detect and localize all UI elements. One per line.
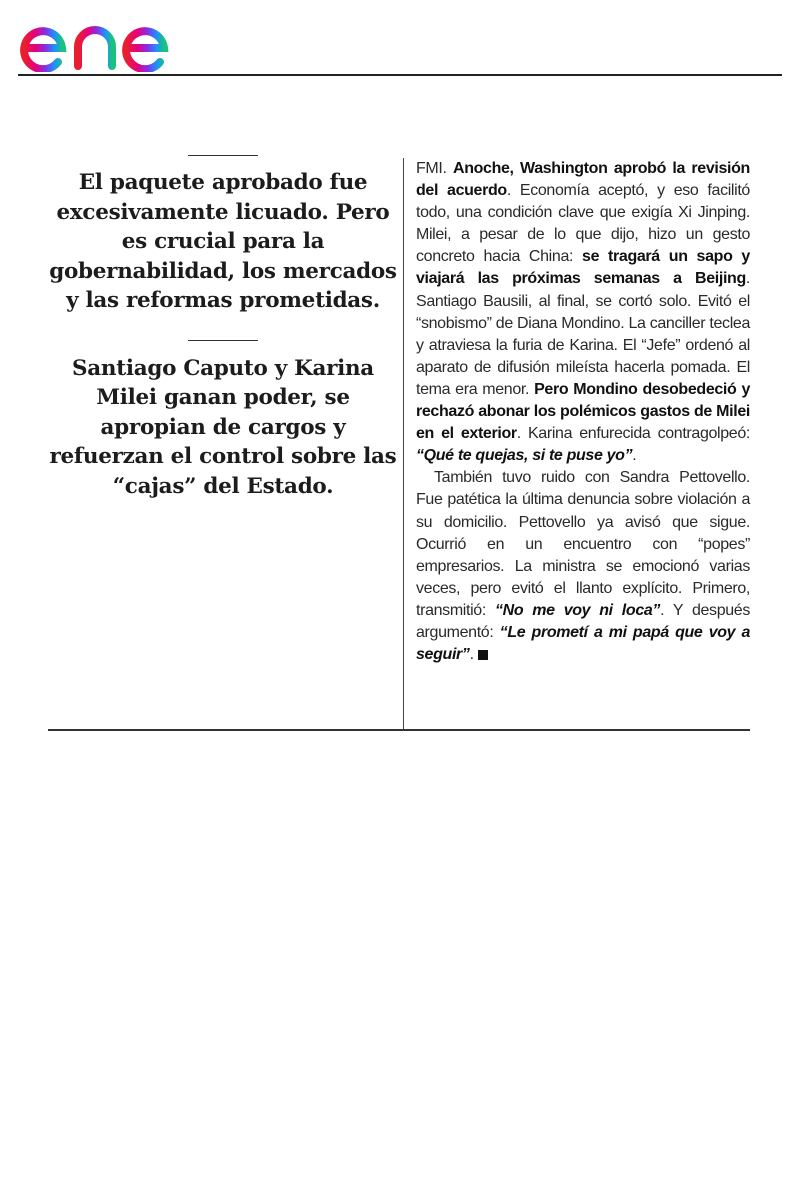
header-divider	[18, 74, 782, 76]
pullquotes-column	[48, 155, 398, 501]
text-run: . Santiago Bausili, al final, se cortó solo. Evitó el “snobismo” de Diana Mondino. La canciller teclea y atraviesa la furia de Karina. El “Jefe” ordenó al aparato de difusión mileísta hacerla pomada. El tema era menor.	[416, 270, 750, 398]
page-header	[0, 0, 800, 76]
bold-text: Anoche, Washington aprobó la revisión del acuerdo	[416, 160, 750, 200]
article-paragraph	[416, 158, 750, 467]
column-divider	[403, 158, 404, 730]
article-paragraph	[416, 467, 750, 666]
enel-logo	[18, 4, 193, 72]
text-run: .	[632, 447, 637, 465]
bottom-divider	[48, 729, 750, 731]
text-run: FMI.	[416, 160, 453, 177]
article-column	[416, 158, 750, 666]
text-run: . Economía aceptó, y eso facilitó todo, una condición clave que exigía Xi Jinping. Milei, a pesar de lo que dijo, hizo un gesto concreto hacia China:	[416, 182, 750, 266]
text-run: También tuvo ruido con Sandra Pettovello. Fue patética la última denuncia sobre violación a su domicilio. Pettovello ya avisó que sigue. Ocurrió en un encuentro con “popes” empresarios. La ministra se emocionó varias veces, pero evitó el llanto explícito. Primero, transmitió:	[416, 469, 750, 619]
end-of-article-mark	[478, 650, 488, 660]
quote-text: “No me voy ni loca”	[494, 601, 661, 619]
pullquote-rule	[188, 340, 258, 341]
text-run: . Karina enfurecida contragolpeó:	[516, 425, 751, 443]
quote-text: “Qué te quejas, si te puse yo”	[416, 447, 633, 465]
bold-text: se tragará un sapo y viajará las próximas semanas a Beijing	[416, 248, 750, 288]
text-run: .	[469, 646, 474, 664]
pullquote: Santiago Caputo y Karina Milei ganan poder, se apropian de cargos y refuerzan el control sobre las “cajas” del Estado.	[49, 355, 397, 499]
pullquote: El paquete aprobado fue excesivamente licuado. Pero es crucial para la gobernabilidad, los mercados y las reformas prometidas.	[49, 170, 397, 313]
pullquote-rule	[188, 155, 258, 156]
text-run: . Y después argumentó:	[416, 601, 751, 641]
quote-text: “Le prometí a mi papá que voy a seguir”	[416, 623, 750, 664]
bold-text: Pero Mondino desobedeció y rechazó abonar los polémicos gastos de Milei en el exterior	[416, 380, 750, 443]
